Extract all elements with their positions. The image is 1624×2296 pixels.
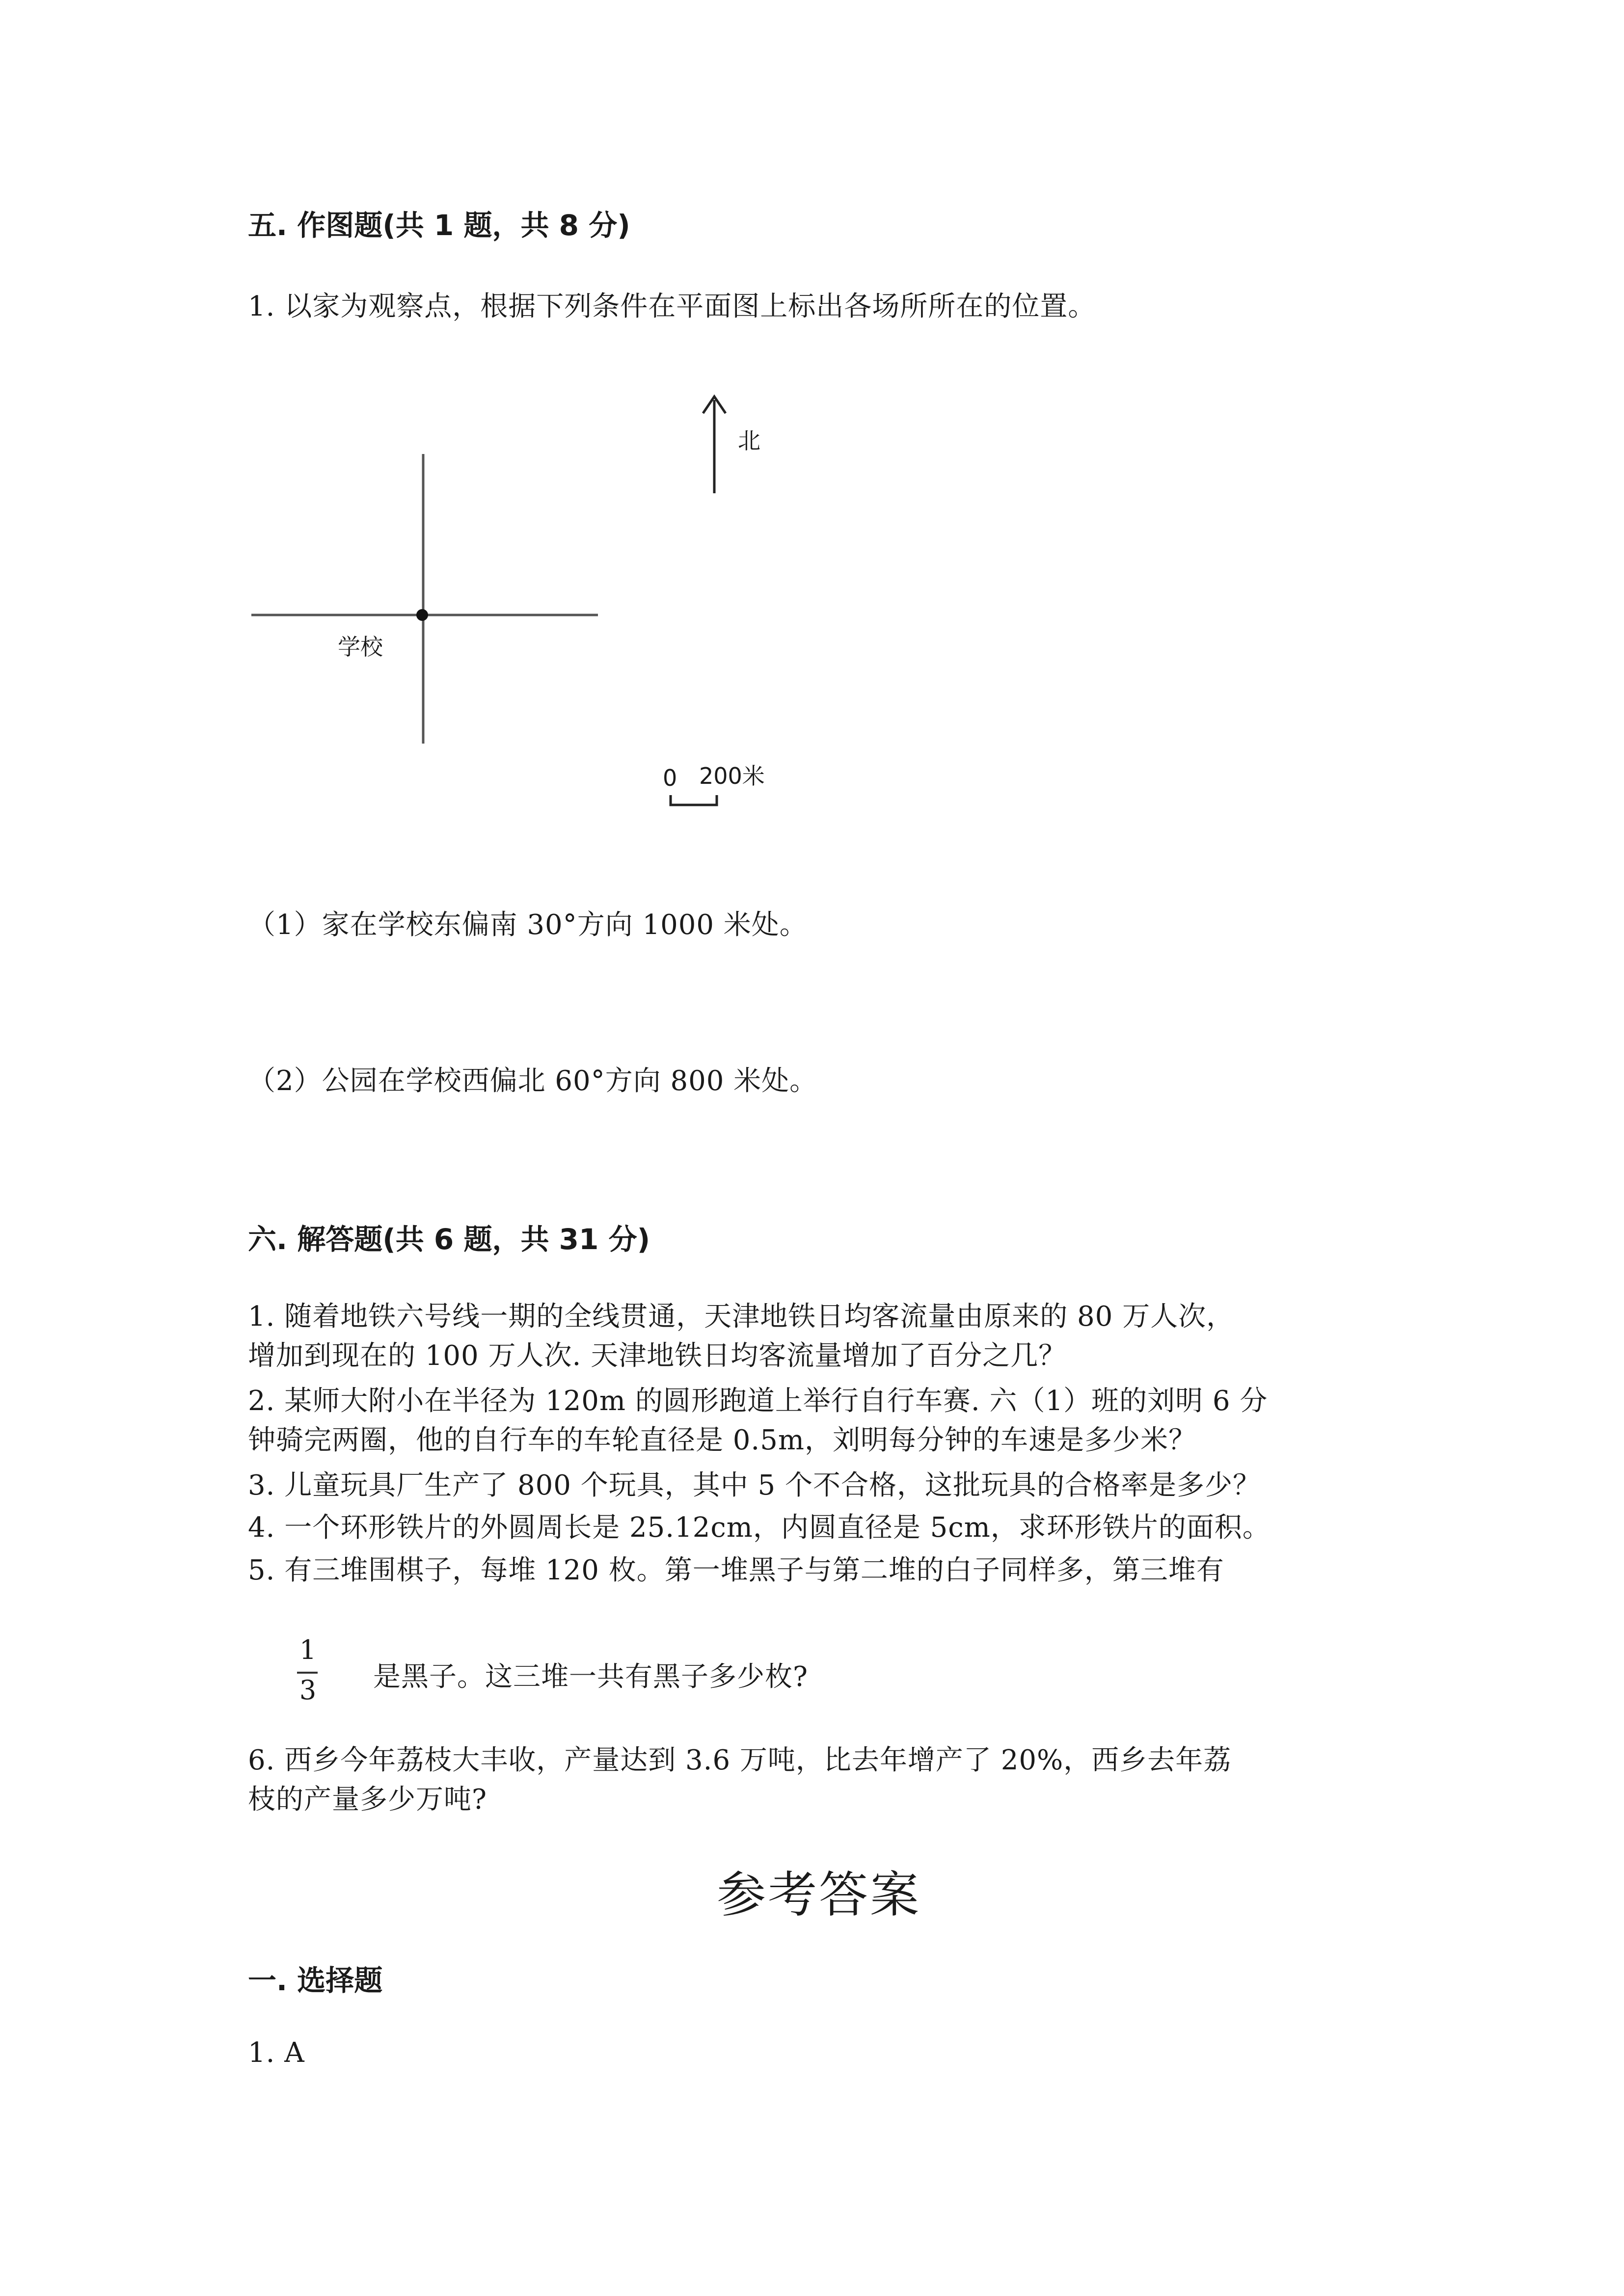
section6-q5-line1: 5. 有三堆围棋子，每堆 120 枚。第一堆黑子与第二堆的白子同样多，第三堆有 — [248, 1554, 1224, 1586]
section6-q1-line2: 增加到现在的 100 万人次. 天津地铁日均客流量增加了百分之几？ — [248, 1340, 1067, 1372]
answer-1: 1. A — [248, 2037, 305, 2069]
location-diagram — [0, 373, 1624, 864]
section5-question-1: 1. 以家为观察点，根据下列条件在平面图上标出各场所所在的位置。 — [248, 291, 1096, 322]
section6-q2-line1: 2. 某师大附小在半径为 120m 的圆形跑道上举行自行车赛. 六（1）班的刘明 6 分 — [248, 1385, 1268, 1417]
north-label: 北 — [738, 427, 760, 454]
section6-q6-line2: 枝的产量多少万吨? — [248, 1784, 487, 1815]
fraction-denominator: 3 — [299, 1675, 317, 1706]
scale-distance-label: 200米 — [699, 763, 765, 789]
section5-heading: 五. 作图题(共 1 题，共 8 分) — [248, 209, 630, 242]
fraction-numerator: 1 — [299, 1634, 317, 1665]
section6-q6-line1: 6. 西乡今年荔枝大丰收，产量达到 3.6 万吨，比去年增产了 20%，西乡去年荔 — [248, 1744, 1232, 1776]
scale-zero-label: 0 — [663, 765, 677, 791]
scale-bar — [671, 795, 717, 805]
section6-heading: 六. 解答题(共 6 题，共 31 分) — [248, 1223, 650, 1256]
section5-subquestion-1: （1）家在学校东偏南 30°方向 1000 米处。 — [248, 909, 808, 941]
section6-q5-line2: 是黑子。这三堆一共有黑子多少枚? — [373, 1661, 809, 1693]
section6-q4: 4. 一个环形铁片的外圆周长是 25.12cm，内圆直径是 5cm，求环形铁片的面积。 — [248, 1512, 1271, 1544]
fraction-bar — [297, 1672, 318, 1674]
section5-subquestion-2: （2）公园在学校西偏北 60°方向 800 米处。 — [248, 1065, 818, 1097]
section6-q1-line1: 1. 随着地铁六号线一期的全线贯通，天津地铁日均客流量由原来的 80 万人次， — [248, 1301, 1235, 1333]
school-point — [416, 609, 428, 621]
answers-section1-heading: 一. 选择题 — [248, 1964, 383, 1997]
section6-q2-line2: 钟骑完两圈，他的自行车的车轮直径是 0.5m，刘明每分钟的车速是多少米？ — [248, 1424, 1196, 1456]
answers-title: 参考答案 — [717, 1866, 921, 1923]
school-label: 学校 — [338, 634, 383, 660]
section6-q3: 3. 儿童玩具厂生产了 800 个玩具，其中 5 个不合格，这批玩具的合格率是多少？ — [248, 1469, 1261, 1501]
